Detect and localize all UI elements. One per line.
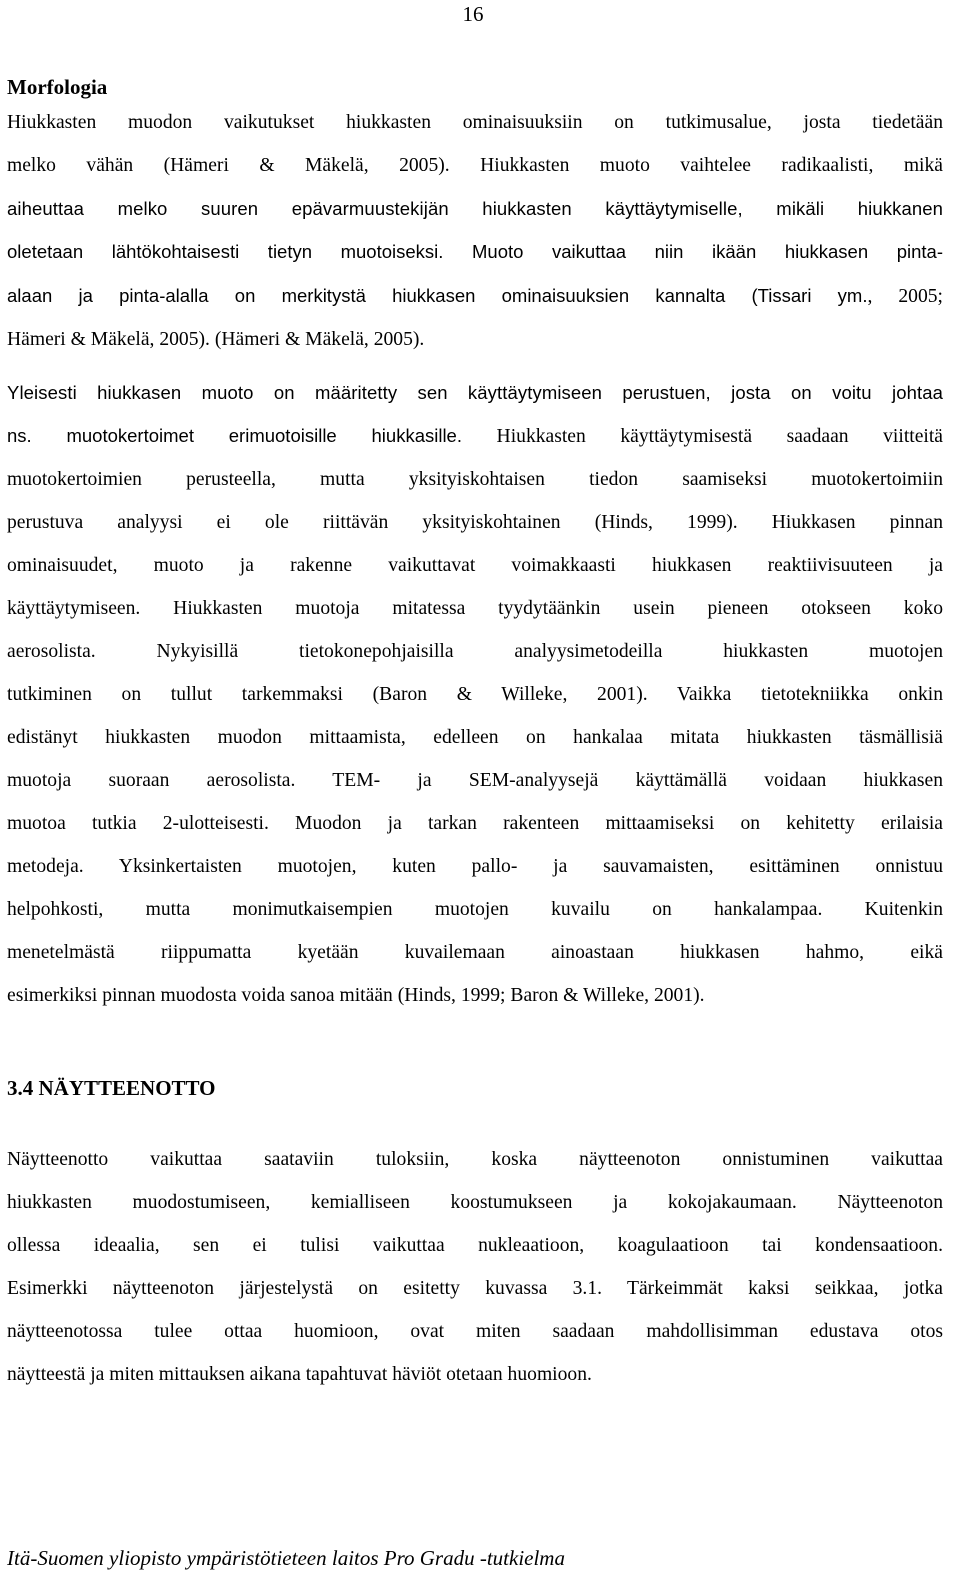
text-line: perustuva analyysi ei ole riittävän yksityiskohtainen (Hinds, 1999). Hiukkasen pinnan xyxy=(7,512,943,533)
text-line: muotokertoimien perusteella, mutta yksityiskohtaisen tiedon saamiseksi muotokertoimiin xyxy=(7,469,943,490)
paragraph-morfologia-shape xyxy=(7,371,943,1017)
text-line: tutkiminen on tullut tarkemmaksi (Baron & Willeke, 2001). Vaikka tietotekniikka onkin xyxy=(7,684,943,705)
text-line: metodeja. Yksinkertaisten muotojen, kuten pallo- ja sauvamaisten, esittäminen onnistuu xyxy=(7,856,943,877)
text-line: ollessa ideaalia, sen ei tulisi vaikuttaa nukleaatioon, koagulaatioon tai kondensaatioon. xyxy=(7,1235,943,1256)
text-line: Esimerkki näytteenoton järjestelystä on esitetty kuvassa 3.1. Tärkeimmät kaksi seikkaa, jotka xyxy=(7,1278,943,1299)
text-line: Näytteenotto vaikuttaa saataviin tuloksiin, koska näytteenoton onnistuminen vaikuttaa xyxy=(7,1149,943,1170)
text-line: muotoa tutkia 2-ulotteisesti. Muodon ja tarkan rakenteen mittaamiseksi on kehitetty erilaisia xyxy=(7,813,943,834)
text-line: Hämeri & Mäkelä, 2005). (Hämeri & Mäkelä, 2005). xyxy=(7,329,425,350)
section-heading: 3.4 NÄYTTEENOTTO xyxy=(7,1076,216,1100)
paragraph-morfologia-intro xyxy=(7,101,943,361)
page-footer: Itä-Suomen yliopisto ympäristötieteen laitos Pro Gradu -tutkielma xyxy=(7,1546,565,1570)
text-line: edistänyt hiukkasten muodon mittaamista, edelleen on hankalaa mitata hiukkasten täsmällisiä xyxy=(7,727,943,748)
text-run: alaan ja pinta-alalla on merkitystä hiukkasen ominaisuuksien kannalta (Tissari ym. xyxy=(7,285,868,306)
text-run: Muoto vaikuttaa niin ikään hiukkasen pinta- xyxy=(443,241,943,262)
text-line: muotoja suoraan aerosolista. TEM- ja SEM-analyysejä käyttämällä voidaan hiukkasen xyxy=(7,770,943,791)
subsection-heading-morfologia: Morfologia xyxy=(7,75,108,99)
text-line: esimerkiksi pinnan muodosta voida sanoa mitään (Hinds, 1999; Baron & Willeke, 2001). xyxy=(7,985,705,1006)
text-run: , 2005; xyxy=(867,286,943,307)
text-line xyxy=(7,230,943,274)
text-line: Hiukkasten muodon vaikutukset hiukkasten ominaisuuksiin on tutkimusalue, josta tiedetään xyxy=(7,112,943,133)
text-line xyxy=(7,274,943,318)
paragraph-naytteenotto xyxy=(7,1138,943,1396)
text-line: näytteenotossa tulee ottaa huomioon, ovat miten saadaan mahdollisimman edustava otos xyxy=(7,1321,943,1342)
page-body xyxy=(7,73,943,1396)
text-run: ns. muotokertoimet erimuotoisille hiukkasille. xyxy=(7,425,462,446)
text-line: näytteestä ja miten mittauksen aikana tapahtuvat häviöt otetaan huomioon. xyxy=(7,1364,592,1385)
text-line: melko vähän (Hämeri & Mäkelä, 2005). Hiukkasten muoto vaihtelee radikaalisti, mikä xyxy=(7,155,943,176)
text-line: helpohkosti, mutta monimutkaisempien muotojen kuvailu on hankalampaa. Kuitenkin xyxy=(7,899,943,920)
page-number: 16 xyxy=(462,2,484,26)
text-line: aiheuttaa melko suuren epävarmuustekijän hiukkasten käyttäytymiselle, mikäli hiukkanen xyxy=(7,198,943,219)
text-run: Hiukkasten käyttäytymisestä saadaan viitteitä xyxy=(462,426,943,447)
text-line: Yleisesti hiukkasen muoto on määritetty sen käyttäytymiseen perustuen, josta on voitu johtaa xyxy=(7,382,943,403)
text-line: menetelmästä riippumatta kyetään kuvailemaan ainoastaan hiukkasen hahmo, eikä xyxy=(7,942,943,963)
text-run: oletetaan lähtökohtaisesti tietyn muotoiseksi. xyxy=(7,241,444,262)
text-line: hiukkasten muodostumiseen, kemialliseen koostumukseen ja kokojakaumaan. Näytteenoton xyxy=(7,1192,943,1213)
text-line: käyttäytymiseen. Hiukkasten muotoja mitatessa tyydytäänkin usein pieneen otokseen koko xyxy=(7,598,943,619)
text-line: ominaisuudet, muoto ja rakenne vaikuttavat voimakkaasti hiukkasen reaktiivisuuteen ja xyxy=(7,555,943,576)
text-line: aerosolista. Nykyisillä tietokonepohjaisilla analyysimetodeilla hiukkasten muotojen xyxy=(7,641,943,662)
text-line xyxy=(7,414,943,458)
